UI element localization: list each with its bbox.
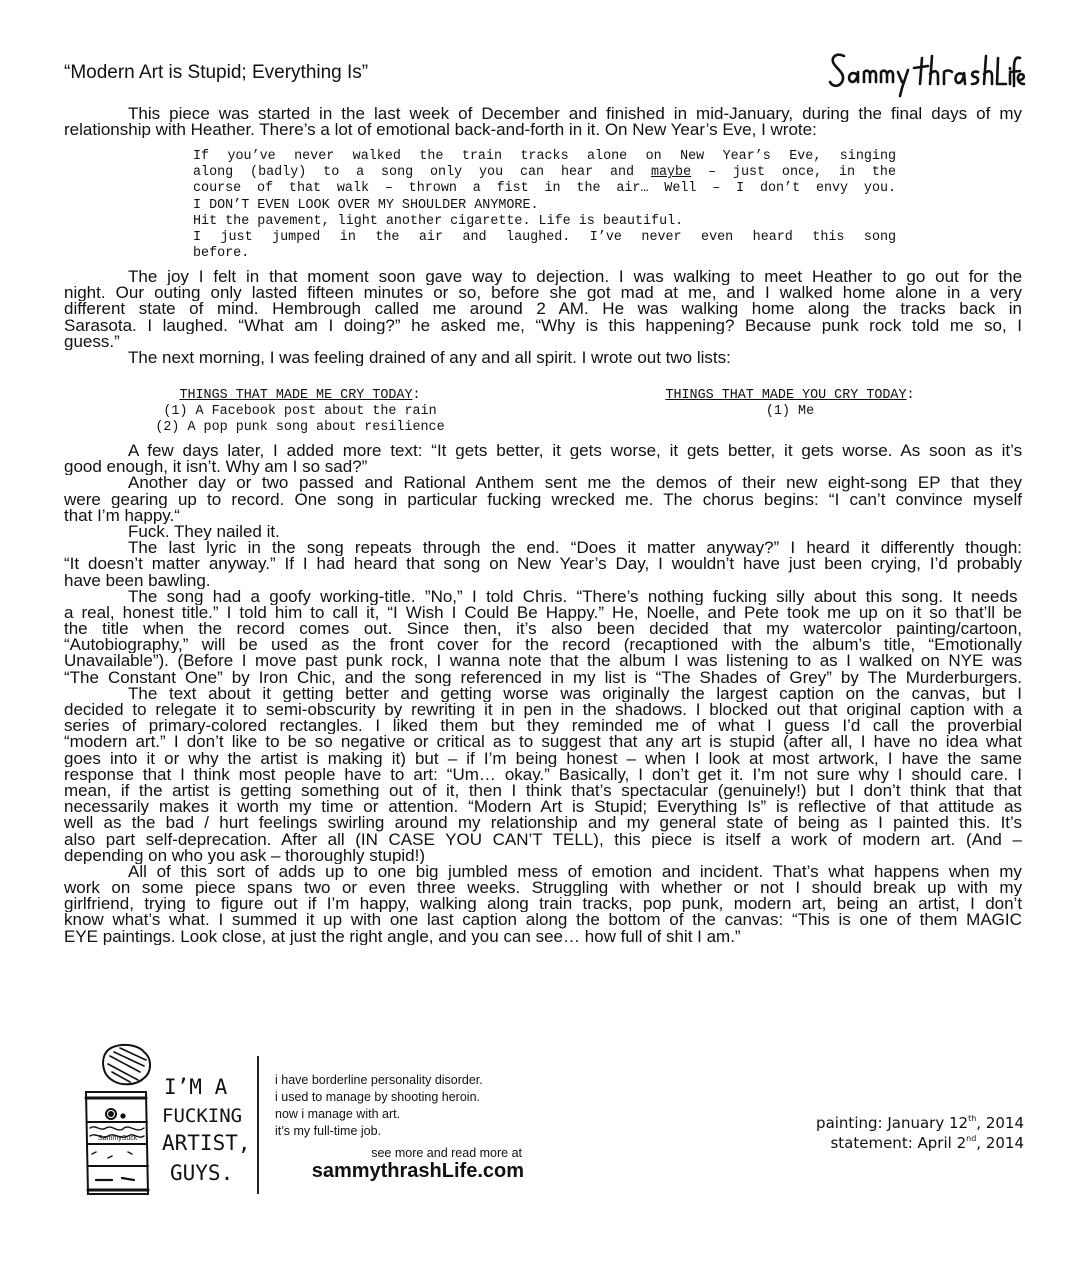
text-line: have been bawling. <box>64 572 211 589</box>
text-line: “The Constant One” by Iron Chic, and the song referenced in my list is “The Shades of Grey” by The Murderburgers. <box>64 669 1022 686</box>
text-line: This piece was started in the last week of December and finished in mid-January, during the final days of my <box>128 106 1022 123</box>
can-label-text: SammySuck <box>98 1135 138 1142</box>
text-line: The text about it getting better and getting worse was originally the largest caption on the canvas, but I <box>128 685 1022 702</box>
text-line: were gearing up to record. One song in particular fucking wrecked me. The chorus begins: “I can’t convince myself <box>64 491 1022 508</box>
signature-logo <box>826 44 1026 100</box>
list-item: (1) A Facebook post about the rain <box>163 404 437 420</box>
text-line: necessarily makes it worth my time or attention. “Modern Art is Stupid; Everything Is” is reflective of that attitude as <box>64 799 1022 816</box>
text-line: also part self-deprecation. After all (IN CASE YOU CAN’T TELL), this piece is itself a work of modern art. (And – <box>64 831 1022 848</box>
list-me-cry <box>110 388 490 437</box>
text-line: The joy I felt in that moment soon gave way to dejection. I was walking to meet Heather to go out for the <box>128 269 1022 286</box>
text-line: “modern art.” I don’t like to be so negative or critical as to suggest that any art is stupid (after all, I have no idea what <box>64 734 1022 751</box>
quoted-journal-entry <box>193 149 896 262</box>
quote-line: along (badly) to a song only you can hear and maybe – just once, in the <box>193 165 896 181</box>
quote-line: If you’ve never walked the train tracks alone on New Year’s Eve, singing <box>193 149 896 164</box>
quote-line: Hit the pavement, light another cigarette. Life is beautiful. <box>193 213 684 229</box>
text-line: Another day or two passed and Rational Anthem sent me the demos of their new eight-song EP that they <box>128 475 1022 492</box>
text-line: Unavailable”). (Before I move past punk rock, I wanna note that the album I was listening to as I walked on NYE was <box>64 653 1022 670</box>
text-line: response that I think most people have to art: “Um… okay.” Basically, I don’t get it. I’m not sure why I should care. I <box>64 766 1022 783</box>
quote-line: I DON’T EVEN LOOK OVER MY SHOULDER ANYMORE. <box>193 197 539 213</box>
bio-line: i have borderline personality disorder. <box>275 1073 483 1087</box>
text-line: mean, if the artist is getting something out of it, then I think that’s spectacular (genuinely!) but I don’t think that that <box>64 782 1022 800</box>
text-line: All of this sort of adds up to one big jumbled mess of emotion and incident. That’s what happens when my <box>128 863 1022 881</box>
art-caption-line: FUCKING <box>162 1105 243 1127</box>
list-item: (1) Me <box>765 404 815 420</box>
text-line: The next morning, I was feeling drained of any and all spirit. I wrote out two lists: <box>128 349 731 367</box>
intro-paragraph <box>64 106 1022 138</box>
text-line: “Autobiography,” will be used as the front cover for the record (recaptioned with the album’s title, “Emotionally <box>64 637 1022 654</box>
text-line: goes into it or why the artist is making it) but – if I’m being honest – when I look at most artwork, I have the same <box>64 750 1022 767</box>
see-more-text: see more and read more at <box>371 1146 522 1160</box>
text-line: good enough, it isn’t. Why am I so sad?” <box>64 459 368 476</box>
quote-line: course of that walk – thrown a fist in the air… Well – I don’t envy you. <box>193 181 896 197</box>
text-line: Sarasota. I laughed. “What am I doing?” he asked me, “Why is this happening? Because punk rock told me so, I <box>64 317 1022 334</box>
bio-line: it’s my full-time job. <box>275 1124 382 1138</box>
text-line: “It doesn’t matter anyway.” If I had heard that song on New Year’s Day, I wouldn’t have just been crying, I’d probably <box>64 556 1022 573</box>
text-line: guess.” <box>64 333 120 350</box>
text-line: night. Our outing only lasted fifteen minutes or so, before she got mad at me, and I walked home alone in a very <box>64 285 1022 302</box>
art-caption-line: I’M A <box>164 1075 228 1099</box>
bio-line: i used to manage by shooting heroin. <box>275 1090 480 1104</box>
quote-line: before. <box>193 246 250 262</box>
website-link[interactable]: sammythrashLife.com <box>311 1160 524 1182</box>
list-heading: THINGS THAT MADE ME CRY TODAY: <box>179 388 421 403</box>
text-line: A few days later, I added more text: “It gets better, it gets worse, it gets better, it gets worse. As soon as it’s <box>128 443 1022 460</box>
text-line: decided to relegate it to semi-obscurity by rewriting it in pen in the shadows. I blocked out that original caption with a <box>64 702 1022 719</box>
art-caption-line: GUYS. <box>170 1161 234 1185</box>
quote-line: I just jumped in the air and laughed. I’ve never even heard this song <box>193 229 896 245</box>
list-item: (2) A pop punk song about resilience <box>155 420 445 436</box>
text-line: The last lyric in the song repeats through the end. “Does it matter anyway?” I heard it differently though: <box>128 540 1022 557</box>
statement-date: statement: April 2nd, 2014 <box>830 1134 1024 1152</box>
text-line: The song had a goofy working-title. ”No,” I told Chris. “There’s nothing fucking silly about this song. It needs <box>128 588 1018 605</box>
footer-divider <box>257 1056 259 1194</box>
bio-line: now i manage with art. <box>275 1107 401 1121</box>
text-line: well as the bad / hurt feelings swirling around my relationship and my general state of being as I painted this. It’s <box>64 815 1022 832</box>
text-line: know what’s what. I summed it up with one last caption along the bottom of the canvas: “This is one of them MAGIC <box>64 912 1022 929</box>
list-heading: THINGS THAT MADE YOU CRY TODAY: <box>665 388 915 403</box>
text-line: Fuck. They nailed it. <box>128 523 280 541</box>
paragraph-main-body <box>64 443 1022 945</box>
painting-date: painting: January 12th, 2014 <box>816 1114 1024 1132</box>
list-you-cry <box>600 388 980 420</box>
soup-can-illustration <box>78 1042 258 1198</box>
text-line: EYE paintings. Look close, at just the right angle, and you can see… how full of shit I am.” <box>64 928 741 945</box>
text-line: girlfriend, trying to figure out if I’m happy, walking along train tracks, pop punk, modern art, being an artist, I don’t <box>64 896 1022 913</box>
text-line: different state of mind. Hembrough called me around 2 AM. He was walking home along the tracks back in <box>64 301 1022 318</box>
art-caption-line: ARTIST, <box>162 1131 251 1155</box>
text-line: work on some piece spans two or even three weeks. Struggling with whether or not I should break up with my <box>64 880 1022 897</box>
text-line: depending on who you ask – thoroughly stupid!) <box>64 847 426 864</box>
dates-block <box>816 1113 1024 1153</box>
text-line: series of primary-colored rectangles. I liked them but they reminded me of what I guess I’d call the proverbial <box>64 718 1022 735</box>
artist-bio <box>275 1072 483 1140</box>
underlined-word: maybe <box>650 165 692 181</box>
paragraph-dejection <box>64 269 1022 366</box>
document-title: “Modern Art is Stupid; Everything Is” <box>64 62 369 83</box>
text-line: that I’m happy.“ <box>64 507 180 524</box>
text-line: relationship with Heather. There’s a lot of emotional back-and-forth in it. On New Year’s Eve, I wrote: <box>64 122 817 139</box>
text-line: the title when the record comes out. Since then, it’s also been decided that my watercolor painting/cartoon, <box>64 621 1022 638</box>
text-line: a real, honest title.” I told him to call it, “I Wish I Could Be Happy.” He, Noelle, and Pete took me up on it so that’ll be <box>64 604 1022 622</box>
